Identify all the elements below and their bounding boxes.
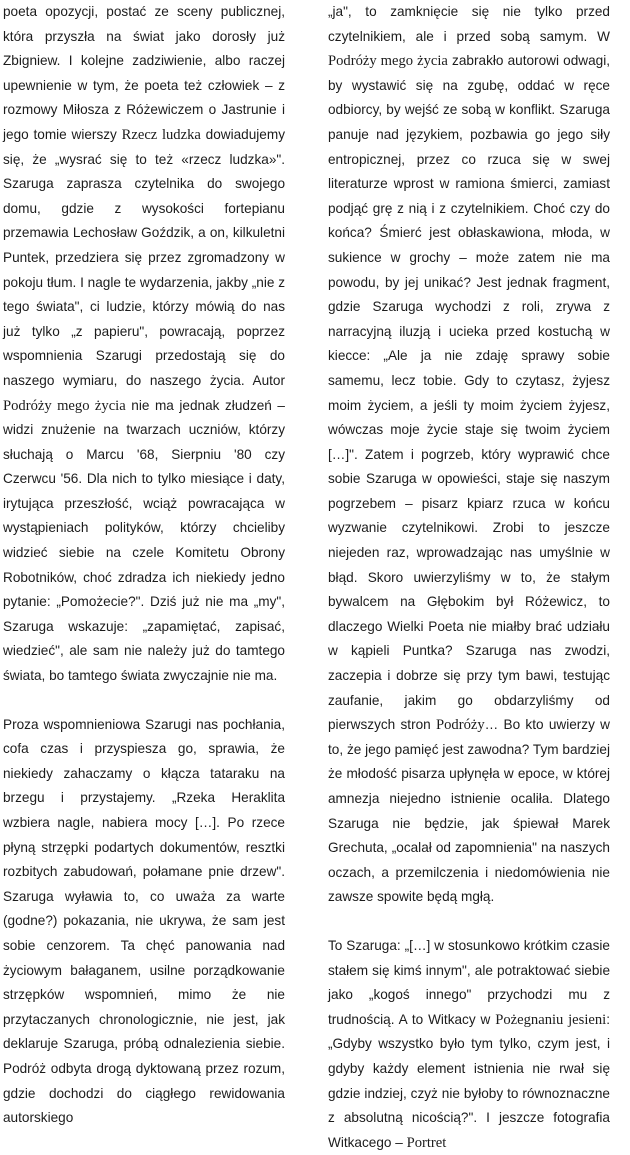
text-run: dowiadujemy się, że „wysrać się to też «rzecz ludzka»". Szaruga zaprasza czytelnika do swojego domu, gdzie z wysokości fortepianu przemawia Lechosław Goździk, a on, kilkuletni Puntek, przedziera się przez zgromadzony w pokoju tłum. I nagle te wydarzenia, jakby „nie z tego świata", ci ludzie, którzy mówią do nas już tylko „z papieru", powracają, poprzez wspomnienia Szarugi przedostają się do naszego wymiaru, do naszego życia. Autor [3,126,285,388]
text-run: nie ma jednak złudzeń – widzi znużenie na twarzach uczniów, którzy słuchają o Marcu '68, Sierpniu '80 czy Czerwcu '56. Dla nich to tylko miesiące i daty, irytująca przeszłość, wciąż powracająca w wystąpieniach polityków, którzy chcieliby widzieć siebie na czele Komitetu Obrony Robotników, choć zdradza ich niekiedy jedno pytanie: „Pomożecie?". Dziś już nie ma „my", Szaruga wskazuje: „zapamiętać, zapisać, wiedzieć", ale sam nie należy już do tamtego świata, bo tamtego świata zwyczajnie nie ma. [3,397,285,684]
text-run: … Bo kto uwierzy w to, że jego pamięć jest zawodna? Tym bardziej że młodość pisarza upłynęła w epoce, w której amnezja niejedno istnienie ocaliła. Dlatego Szaruga nie będzie, jak śpiewał Marek Grechuta, „ocalał od zapomnienia" na naszych oczach, a przemilczenia i niedomówienia nie zawsze spowite będą mgłą. [328,717,610,905]
text-run: zabrakło autorowi odwagi, by wystawić się na zgubę, oddać w ręce odbiorcy, by wejść ze sobą w konflikt. Szaruga panuje nad językiem, pozbawia go jego siły entropicznej, przez co rzuca się w swej literaturze wprost w ramiona śmierci, zamiast podjąć grę z nią i z czytelnikiem. Choć czy do końca? Śmierć jest obłaskawiona, młoda, w sukience w grochy – może zatem nie ma powodu, by jej unikać? Jest jednak fragment, gdzie Szaruga wychodzi z roli, zrywa z narracyjną iluzją i ucieka przed kostuchą w kiecce: „Ale ja nie zdaję sprawy sobie samemu, lecz tobie. Gdy to czytasz, żyjesz moim życiem, a jeśli ty moim życiem żyjesz, wówczas moje życie staje się twoim życiem […]". Zatem i pogrzeb, który wyprawić chce sobie Szaruga w opowieści, staje się naszym pogrzebem – pisarz kpiarz rzuca w końcu wyzwanie czytelnikowi. Zrobi to jeszcze niejeden raz, wprowadzając nas umyślnie w błąd. Skoro uwierzyliśmy w to, że stałym bywalcem na Głębokim był Różewicz, to dlaczego Wielki Poeta nie miałby brać udziału w kąpieli Puntka? Szaruga nas zwodzi, zaczepia i dobrze się przy tym bawi, testując zaufanie, jakim go obdarzyliśmy od pierwszych stron [328,53,610,733]
book-title: Podróży mego życia [328,53,448,70]
left-paragraph-1 [3,0,285,689]
right-column [328,0,610,1155]
right-paragraph-2 [328,934,610,1155]
artwork-title: Portret [406,1134,447,1151]
book-title: Pożegnaniu jesieni [495,1011,607,1028]
paragraph-gap [3,689,285,713]
paragraph-gap [328,910,610,934]
right-paragraph-1 [328,0,610,910]
text-run: „ja", to zamknięcie się nie tylko przed czytelnikiem, ale i przed sobą samym. W [328,4,610,44]
text-run: To Szaruga: „[…] w stosunkowo krótkim czasie stałem się kimś innym", ale potraktować siebie jako „kogoś innego" przychodzi mu z trudnością. A to Witkacy w [328,937,610,1027]
book-title: Rzecz ludzka [121,126,201,143]
text-run: poeta opozycji, postać ze sceny publicznej, która przyszła na świat jako dorosły już Zbigniew. I kolejne zadziwienie, albo raczej upewnienie w tym, że poeta też człowiek – z rozmowy Miłosza z Różewiczem o Jastrunie i jego tomie wierszy [3,4,285,142]
book-title: Podróży [436,717,485,734]
left-paragraph-2: Proza wspomnieniowa Szarugi nas pochłania, cofa czas i przyspiesza go, sprawia, że niekiedy zahaczamy o kłącza tataraku na brzegu i przystajemy. „Rzeka Heraklita wzbiera nagle, nabiera mocy […]. Po rzece płyną strzępki podartych dokumentów, resztki rozbitych zabudowań, połamane pnie drzew". Szaruga wyławia to, co uważa za warte (godne?) pokazania, nie ukrywa, że sam jest sobie cenzorem. Ta chęć panowania nad życiowym bałaganem, usilne porządkowanie strzępków wspomnień, mimo że nie przytaczanych chronologicznie, nie jest, jak deklaruje Szaruga, próbą odnalezienia siebie. Podróż odbyta drogą dyktowaną przez rozum, gdzie dochodzi do ciągłego rewidowania autorskiego [3,716,285,1126]
book-title: Podróży mego życia [3,397,126,414]
left-column [3,0,285,1131]
text-run: : „Gdyby wszystko było tym tylko, czym jest, i gdyby każdy element istnienia nie rwał się gdzie indziej, czyż nie byłoby to równoznaczne z absolutną nicością?". I jeszcze fotografia Witkacego – [328,1011,610,1150]
